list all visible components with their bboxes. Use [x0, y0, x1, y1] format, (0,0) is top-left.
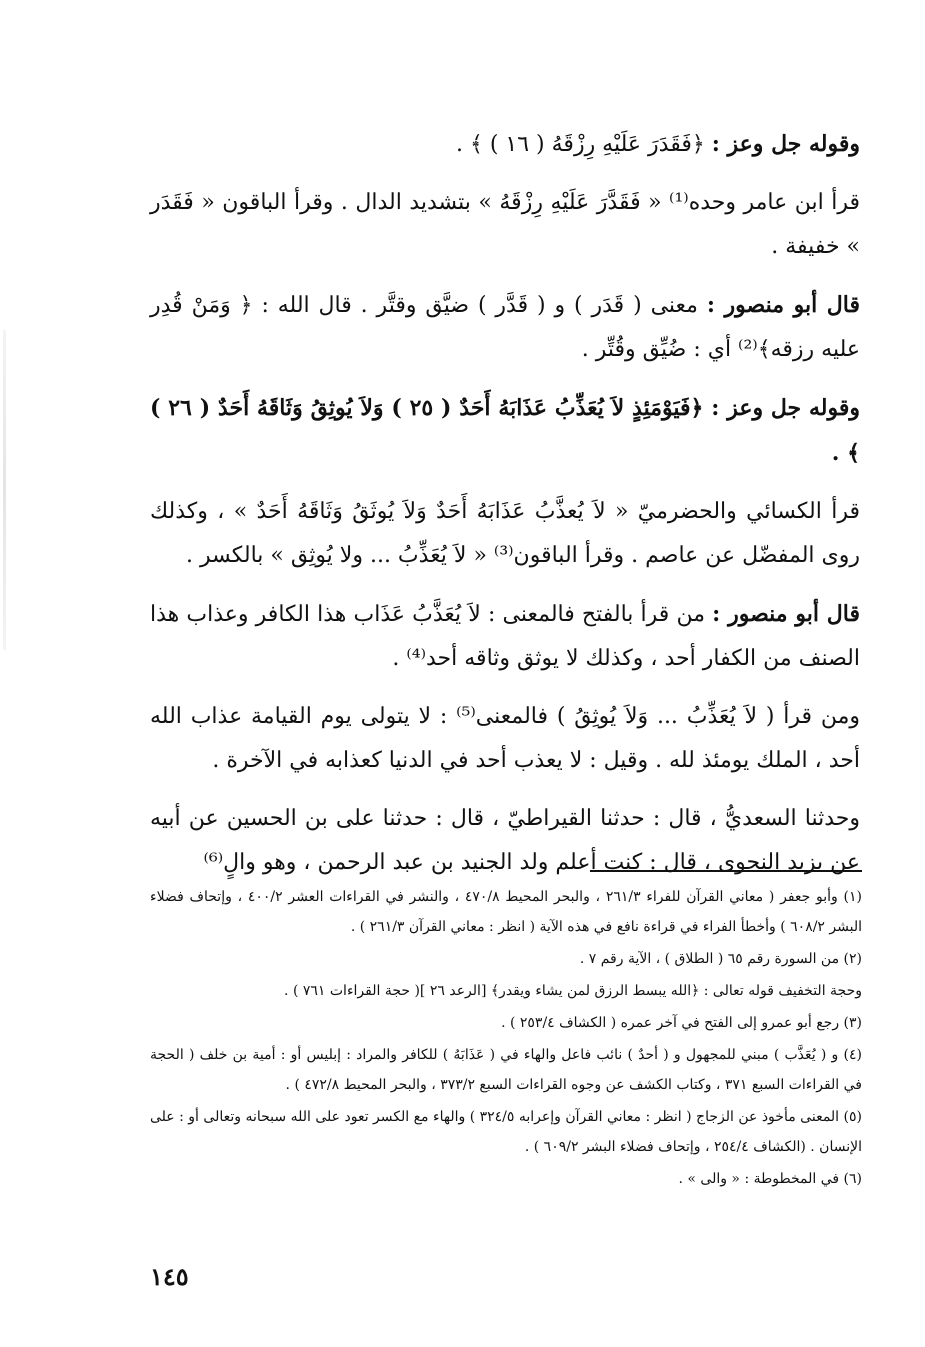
paragraph-text: ﴿فَقَدَرَ عَلَيْهِ رِزْقَهُ ( ١٦ ) ﴾ .	[455, 132, 712, 157]
footnote-4: (٤) و ( يُعَذَّب ) مبني للمجهول و ( أحدٌ ) نائب فاعل والهاء في ( عَذَابَهُ ) للكافر والمراد : إبليس أو : أمية بن خلف ( الحجة في القراءات السبع ٣٧١ ، وكتاب الكشف عن وجوه القراءات السبع ٣٧٣/٢ ، والبحر المحيط ٤٧٢/٨ ) .	[150, 1047, 862, 1093]
paragraph-text: من قرأ بالفتح فالمعنى : لاَ يُعَذَّبُ عَذَاب هذا الكافر وعذاب هذا الصنف من الكفار أحد ، وكذلك لا يوثق وثاقه أحد⁽⁴⁾ .	[150, 602, 860, 671]
footnote-5: (٥) المعنى مأخوذ عن الزجاج ( انظر : معاني القرآن وإعرابه ٣٢٤/٥ ) والهاء مع الكسر تعود على الله سبحانه وتعالى أو : على الإنسان . (الكشاف ٢٥٤/٤ ، وإتحاف فضلاء البشر ٦٠٩/٢ ) .	[150, 1109, 862, 1155]
paragraph-3	[150, 283, 860, 372]
footnote-1: (١) وأبو جعفر ( معاني القرآن للفراء ٢٦١/٣ ، والبحر المحيط ٤٧٠/٨ ، والنشر في القراءات العشر ٤٠٠/٢ ، وإتحاف فضلاء البشر ٦٠٨/٢ ) وأخطأ الفراء في قراءة نافع في هذه الآية ( انظر : معاني القرآن ٢٦١/٣ ) .	[150, 889, 863, 935]
paragraph-7	[150, 695, 860, 783]
paragraph-4	[150, 386, 860, 476]
scan-edge-shadow	[3, 330, 6, 650]
paragraph-2	[150, 181, 860, 269]
paragraph-lead: قال أبو منصور :	[706, 292, 860, 318]
paragraph-1	[150, 122, 860, 167]
paragraph-text: وحدثنا السعديُّ ، قال : حدثنا القيراطيّ ، قال : حدثنا على بن الحسين عن أبيه عن يزيد النحوى ، قال : كنت أعلم ولد الجنيد بن عبد الرحمن ، وهو والٍ⁽⁶⁾	[150, 806, 860, 875]
footnote-2: (٢) من السورة رقم ٦٥ ( الطلاق ) ، الآية رقم ٧ .	[579, 951, 862, 967]
footnote-separator	[590, 870, 862, 872]
footnote-3: (٣) رجع أبو عمرو إلى الفتح في آخر عمره ( الكشاف ٢٥٣/٤ ) .	[501, 1015, 862, 1031]
footnote-6: (٦) في المخطوطة : « والى » .	[678, 1171, 862, 1187]
page-number: ١٤٥	[150, 1262, 189, 1291]
paragraph-text: قرأ ابن عامر وحده⁽¹⁾ « فَقَدَّرَ عَلَيْهِ رِزْقَهُ » بتشديد الدال . وقرأ الباقون « فَقَدَر » خفيفة .	[150, 190, 860, 259]
paragraph-lead: وقوله جل وعز : ﴿فَيَوْمَئِذٍ لاَ يُعَذِّبُ عَذَابَهُ أَحَدٌ ( ٢٥ ) وَلاَ يُوثِقُ وَثَاقَهُ أَحَدٌ ( ٢٦ ) ﴾ .	[150, 395, 860, 466]
paragraph-5	[150, 490, 860, 578]
footnotes	[150, 882, 862, 1196]
paragraph-6	[150, 592, 860, 681]
main-text	[150, 122, 860, 899]
footnote-2-continuation: وحجة التخفيف قوله تعالى : ﴿الله يبسط الرزق لمن يشاء ويقدر﴾ [الرعد ٢٦ ]( حجة القراءات ٧٦١ ) .	[284, 983, 862, 999]
paragraph-text: معنى ( قَدَر ) و ( قَدَّر ) ضيَّق وقتَّر . قال الله : ﴿ وَمَنْ قُدِر عليه رزقه﴾⁽²⁾ أي : ضُيِّق وقُتِّر .	[150, 293, 860, 362]
paragraph-lead: وقوله جل وعز :	[711, 131, 860, 157]
paragraph-text: ومن قرأ ( لاَ يُعَذِّبُ ... وَلاَ يُوثِقُ ) فالمعنى⁽⁵⁾ : لا يتولى يوم القيامة عذاب الله أحد ، الملك يومئذ لله . وقيل : لا يعذب أحد في الدنيا كعذابه في الآخرة .	[150, 704, 860, 773]
paragraph-lead: قال أبو منصور :	[712, 601, 860, 627]
paragraph-text: قرأ الكسائي والحضرميّ « لاَ يُعذَّبُ عَذَابَهُ أَحَدٌ وَلاَ يُوثَقُ وَثَاقَهُ أَحَدٌ » ، وكذلك روى المفضّل عن عاصم . وقرأ الباقون⁽³⁾ « لاَ يُعَذِّبُ ... ولا يُوثِق » بالكسر .	[150, 499, 860, 568]
